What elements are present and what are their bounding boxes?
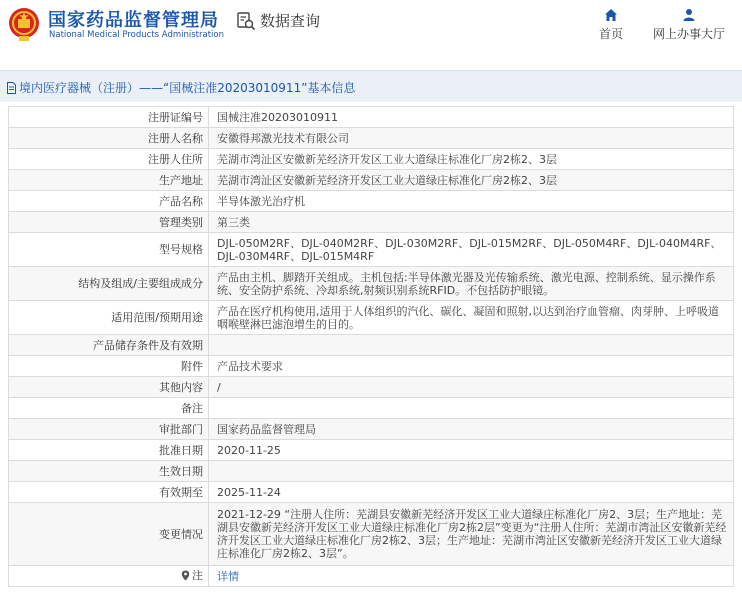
table-row xyxy=(9,419,734,440)
field-label: 备注 xyxy=(9,398,209,419)
field-label: 适用范围/预期用途 xyxy=(9,301,209,335)
nav-home[interactable] xyxy=(599,8,623,42)
table-row xyxy=(9,377,734,398)
record-title-banner xyxy=(0,70,742,102)
data-query-link[interactable] xyxy=(236,10,320,31)
site-header xyxy=(0,0,742,56)
table-row xyxy=(9,398,734,419)
table-row xyxy=(9,149,734,170)
field-label: 管理类别 xyxy=(9,212,209,233)
table-row xyxy=(9,440,734,461)
details-link[interactable]: 详情 xyxy=(217,569,239,583)
table-row xyxy=(9,233,734,267)
field-value: 产品由主机、脚踏开关组成。主机包括:半导体激光器及光传输系统、激光电源、控制系统、显示操作系统、安全防护系统、冷却系统,射频识别系统RFID。不包括防护眼镜。 xyxy=(209,267,734,301)
table-row xyxy=(9,335,734,356)
document-search-icon xyxy=(236,11,256,31)
record-title: 境内医疗器械（注册）——“国械注准20203010911”基本信息 xyxy=(19,81,356,95)
table-row xyxy=(9,107,734,128)
field-label: 注册人名称 xyxy=(9,128,209,149)
field-value: 2020-11-25 xyxy=(209,440,734,461)
table-row xyxy=(9,212,734,233)
table-row xyxy=(9,356,734,377)
home-icon xyxy=(604,8,618,22)
field-value: 芜湖市湾沚区安徽新芜经济开发区工业大道绿庄标准化厂房2栋2、3层 xyxy=(209,170,734,191)
field-label: 结构及组成/主要组成成分 xyxy=(9,267,209,301)
field-value xyxy=(209,398,734,419)
table-row xyxy=(9,461,734,482)
field-label: 注册证编号 xyxy=(9,107,209,128)
field-value: DJL-050M2RF、DJL-040M2RF、DJL-030M2RF、DJL-015M2RF、DJL-050M4RF、DJL-040M4RF、DJL-030M4RF、DJL-015M4RF xyxy=(209,233,734,267)
registration-detail-table xyxy=(8,106,734,587)
field-label: 产品储存条件及有效期 xyxy=(9,335,209,356)
table-row xyxy=(9,267,734,301)
field-label: 产品名称 xyxy=(9,191,209,212)
user-icon xyxy=(682,8,696,22)
field-label: 其他内容 xyxy=(9,377,209,398)
field-value: 国家药品监督管理局 xyxy=(209,419,734,440)
field-label: 审批部门 xyxy=(9,419,209,440)
table-row xyxy=(9,301,734,335)
field-label: 附件 xyxy=(9,356,209,377)
nav-online-service-hall[interactable] xyxy=(653,8,725,42)
table-row xyxy=(9,482,734,503)
field-label: 批准日期 xyxy=(9,440,209,461)
field-label: 变更情况 xyxy=(9,503,209,566)
field-value xyxy=(209,335,734,356)
field-value: 2021-12-29 “注册人住所：芜湖县安徽新芜经济开发区工业大道绿庄标准化厂房2、3层；生产地址：芜湖县安徽新芜经济开发区工业大道绿庄标准化厂房2栋2层”变更为“注册人住所：芜湖市湾沚区安徽新芜经济开发区工业大道绿庄标准化厂房2栋2、3层；生产地址：芜湖市湾沚区安徽新芜经济开发区工业大道绿庄标准化厂房2栋2、3层”。 xyxy=(209,503,734,566)
national-emblem-logo[interactable] xyxy=(8,6,40,42)
field-value: 芜湖市湾沚区安徽新芜经济开发区工业大道绿庄标准化厂房2栋2、3层 xyxy=(209,149,734,170)
document-icon xyxy=(6,82,17,94)
field-value: 国械注准20203010911 xyxy=(209,107,734,128)
field-value xyxy=(209,461,734,482)
field-value: 安徽得邦激光技术有限公司 xyxy=(209,128,734,149)
table-row xyxy=(9,128,734,149)
field-label: 型号规格 xyxy=(9,233,209,267)
table-row xyxy=(9,191,734,212)
nav-online-service-hall-label: 网上办事大厅 xyxy=(653,27,726,41)
table-row xyxy=(9,566,734,587)
field-value: 半导体激光治疗机 xyxy=(209,191,734,212)
field-label: 生产地址 xyxy=(9,170,209,191)
map-pin-icon xyxy=(181,570,190,581)
site-title[interactable]: 国家药品监督管理局 xyxy=(48,10,219,31)
field-value: 产品技术要求 xyxy=(209,356,734,377)
nav-home-label: 首页 xyxy=(599,27,624,41)
field-label: 有效期至 xyxy=(9,482,209,503)
field-value: 第三类 xyxy=(209,212,734,233)
table-row xyxy=(9,503,734,566)
field-label xyxy=(9,566,209,587)
table-row xyxy=(9,170,734,191)
field-value: 2025-11-24 xyxy=(209,482,734,503)
field-value: 产品在医疗机构使用,适用于人体组织的汽化、碳化、凝固和照射,以达到治疗血管瘤、肉芽肿、上呼吸道咽喉壁淋巴滤泡增生的目的。 xyxy=(209,301,734,335)
field-label: 生效日期 xyxy=(9,461,209,482)
field-label: 注册人住所 xyxy=(9,149,209,170)
note-label: 注 xyxy=(192,568,203,582)
site-subtitle: National Medical Products Administration xyxy=(49,30,224,40)
data-query-label: 数据查询 xyxy=(260,12,321,30)
field-value: / xyxy=(209,377,734,398)
